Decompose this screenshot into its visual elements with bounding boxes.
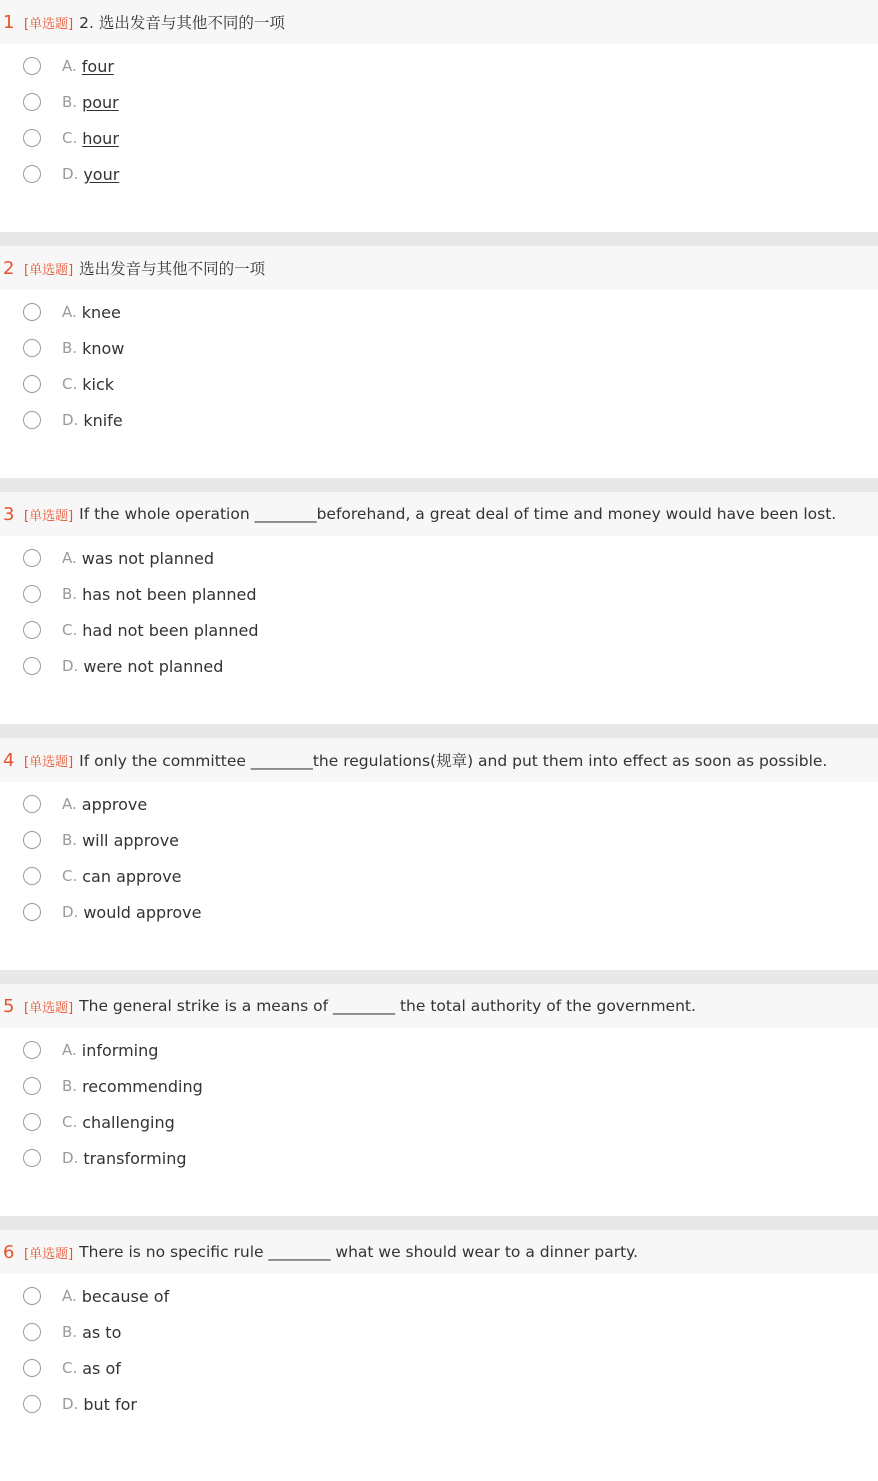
option-letter: C. [62,867,78,885]
option-text: will approve [82,830,180,850]
option-d[interactable] [0,156,878,192]
option-text: hour [82,128,119,148]
option-letter: D. [62,903,79,921]
radio-button[interactable] [23,795,41,813]
radio-button[interactable] [23,1149,41,1167]
option-c[interactable] [0,120,878,156]
option-letter: D. [62,1395,79,1413]
option-b[interactable] [0,330,878,366]
radio-button[interactable] [23,867,41,885]
options-list [0,44,878,232]
option-letter: A. [62,303,77,321]
option-text: but for [83,1394,137,1414]
option-b[interactable] [0,84,878,120]
question-type-tag: [单选题] [24,508,74,524]
option-text: can approve [82,866,182,886]
radio-button[interactable] [23,165,41,183]
option-letter: A. [62,549,77,567]
option-text: because of [81,1286,170,1306]
radio-button[interactable] [23,93,41,111]
radio-button[interactable] [23,585,41,603]
option-b[interactable] [0,576,878,612]
option-d[interactable] [0,1140,878,1176]
question-divider [0,232,878,246]
option-c[interactable] [0,1350,878,1386]
option-letter: C. [62,621,78,639]
radio-button[interactable] [23,1323,41,1341]
option-text: challenging [82,1112,175,1132]
question-header [0,492,878,536]
radio-button[interactable] [23,411,41,429]
radio-button[interactable] [23,831,41,849]
option-a[interactable] [0,1278,878,1314]
options-list [0,1028,878,1216]
option-text: knee [81,302,121,322]
options-list [0,1274,878,1462]
option-letter: C. [62,375,78,393]
option-letter: B. [62,93,78,111]
option-letter: B. [62,1323,78,1341]
question-header [0,0,878,44]
question-type-tag: [单选题] [24,262,74,278]
option-letter: A. [62,1287,77,1305]
question-5 [0,984,878,1216]
option-text: would approve [83,902,202,922]
question-divider [0,478,878,492]
radio-button[interactable] [23,303,41,321]
option-letter: A. [62,795,77,813]
question-header [0,738,878,782]
options-list [0,782,878,970]
option-letter: B. [62,585,78,603]
option-letter: C. [62,1359,78,1377]
question-number: 6 [3,1241,15,1263]
question-type-tag: [单选题] [24,754,74,770]
option-c[interactable] [0,1104,878,1140]
question-number: 3 [3,503,15,525]
option-a[interactable] [0,1032,878,1068]
option-text: as to [82,1322,122,1342]
radio-button[interactable] [23,1395,41,1413]
radio-button[interactable] [23,1041,41,1059]
option-d[interactable] [0,648,878,684]
option-c[interactable] [0,858,878,894]
question-type-tag: [单选题] [24,1000,74,1016]
radio-button[interactable] [23,129,41,147]
radio-button[interactable] [23,549,41,567]
question-text: 2. 选出发音与其他不同的一项 [79,14,285,32]
question-type-tag: [单选题] [24,16,74,32]
option-letter: A. [62,57,77,75]
option-b[interactable] [0,1068,878,1104]
option-text: were not planned [83,656,224,676]
option-c[interactable] [0,612,878,648]
option-letter: C. [62,129,78,147]
radio-button[interactable] [23,339,41,357]
radio-button[interactable] [23,657,41,675]
question-text: If only the committee ________the regulations(规章) and put them into effect as soon as possible. [79,752,828,770]
option-letter: B. [62,1077,78,1095]
option-letter: D. [62,165,79,183]
option-b[interactable] [0,822,878,858]
radio-button[interactable] [23,1077,41,1095]
option-letter: D. [62,1149,79,1167]
option-letter: A. [62,1041,77,1059]
option-text: informing [81,1040,159,1060]
radio-button[interactable] [23,903,41,921]
radio-button[interactable] [23,621,41,639]
radio-button[interactable] [23,1287,41,1305]
question-text: If the whole operation ________beforehand, a great deal of time and money would have been lost. [79,505,837,523]
option-text: four [81,56,114,76]
question-header [0,1230,878,1274]
option-text: had not been planned [82,620,259,640]
question-header [0,246,878,290]
question-number: 5 [3,995,15,1017]
option-text: pour [82,92,119,112]
option-letter: C. [62,1113,78,1131]
options-list [0,290,878,478]
options-list [0,536,878,724]
question-3 [0,492,878,724]
option-letter: B. [62,339,78,357]
option-text: your [83,164,120,184]
question-number: 4 [3,749,15,771]
radio-button[interactable] [23,375,41,393]
option-b[interactable] [0,1314,878,1350]
question-type-tag: [单选题] [24,1246,74,1262]
option-text: has not been planned [82,584,257,604]
question-number: 1 [3,11,15,33]
question-2 [0,246,878,478]
option-letter: B. [62,831,78,849]
question-1 [0,0,878,232]
option-letter: D. [62,657,79,675]
option-c[interactable] [0,366,878,402]
radio-button[interactable] [23,57,41,75]
option-text: know [82,338,125,358]
option-d[interactable] [0,894,878,930]
radio-button[interactable] [23,1359,41,1377]
option-d[interactable] [0,1386,878,1422]
option-a[interactable] [0,294,878,330]
question-text: The general strike is a means of ________ the total authority of the government. [79,997,696,1015]
question-divider [0,1216,878,1230]
question-header [0,984,878,1028]
question-divider [0,724,878,738]
option-text: knife [83,410,123,430]
option-a[interactable] [0,540,878,576]
question-6 [0,1230,878,1462]
question-number: 2 [3,257,15,279]
question-divider [0,970,878,984]
option-a[interactable] [0,48,878,84]
option-letter: D. [62,411,79,429]
option-text: was not planned [81,548,215,568]
question-text: 选出发音与其他不同的一项 [79,260,266,278]
question-text: There is no specific rule ________ what we should wear to a dinner party. [79,1243,639,1261]
option-d[interactable] [0,402,878,438]
option-text: recommending [82,1076,203,1096]
option-text: as of [82,1358,121,1378]
option-text: approve [81,794,148,814]
option-text: transforming [83,1148,187,1168]
question-4 [0,738,878,970]
option-text: kick [82,374,115,394]
option-a[interactable] [0,786,878,822]
radio-button[interactable] [23,1113,41,1131]
